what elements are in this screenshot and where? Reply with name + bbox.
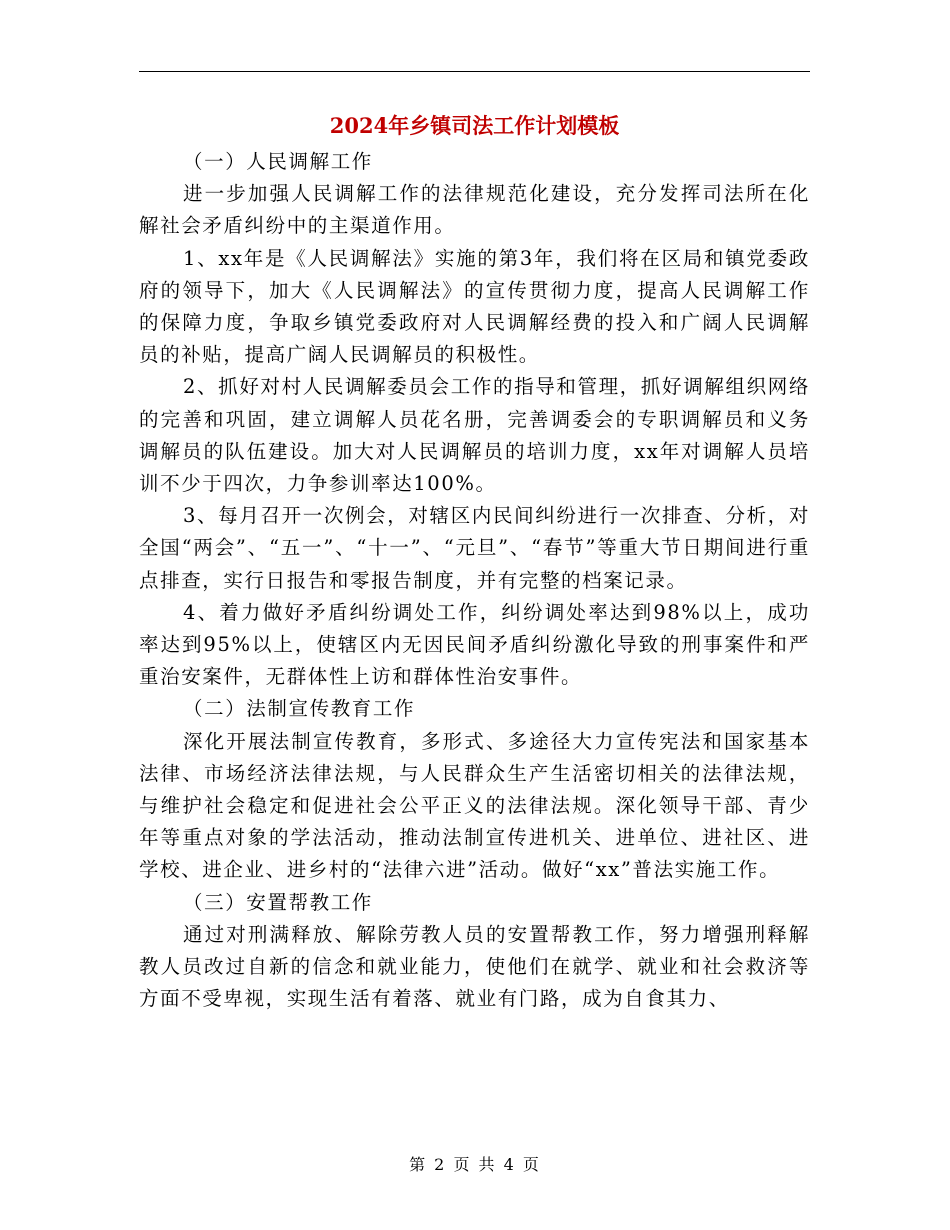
paragraph-item-1: 1、xx年是《人民调解法》实施的第3年，我们将在区局和镇党委政府的领导下，加大《人民调解法》的宣传贯彻力度，提高人民调解工作的保障力度，争取乡镇党委政府对人民调解经费的投入和广阔人民调解员的补贴，提高广阔人民调解员的积极性。 xyxy=(139,246,810,367)
paragraph-item-4: 4、着力做好矛盾纠纷调处工作，纠纷调处率达到98%以上，成功率达到95%以上，使辖区内无因民间矛盾纠纷激化导致的刑事案件和严重治安案件，无群体性上访和群体性治安事件。 xyxy=(139,600,810,689)
paragraph-resettlement: 通过对刑满释放、解除劳教人员的安置帮教工作，努力增强刑释解教人员改过自新的信念和就业能力，使他们在就学、就业和社会救济等方面不受卑视，实现生活有着落、就业有门路，成为自食其力、 xyxy=(139,922,810,1011)
page-number-footer: 第 2 页 共 4 页 xyxy=(409,1155,541,1174)
section-heading-1: （一）人民调解工作 xyxy=(183,150,373,173)
document-body xyxy=(139,146,810,1015)
paragraph-legal-education: 深化开展法制宣传教育，多形式、多途径大力宣传宪法和国家基本法律、市场经济法律法规，与人民群众生产生活密切相关的法律法规，与维护社会稳定和促进社会公平正义的法律法规。深化领导干部、青少年等重点对象的学法活动，推动法制宣传进机关、进单位、进社区、进学校、进企业、进乡村的“法律六进”活动。做好“xx”普法实施工作。 xyxy=(139,729,810,882)
document-title: 2024年乡镇司法工作计划模板 xyxy=(329,113,620,138)
paragraph-item-2: 2、抓好对村人民调解委员会工作的指导和管理，抓好调解组织网络的完善和巩固，建立调解人员花名册，完善调委会的专职调解员和义务调解员的队伍建设。加大对人民调解员的培训力度，xx年对调解人员培训不少于四次，力争参训率达100%。 xyxy=(139,375,810,496)
section-heading-3: （三）安置帮教工作 xyxy=(183,890,373,914)
paragraph-item-3: 3、每月召开一次例会，对辖区内民间纠纷进行一次排查、分析，对全国“两会”、“五一”、“十一”、“元旦”、“春节”等重大节日期间进行重点排查，实行日报告和零报告制度，并有完整的档案记录。 xyxy=(139,504,810,592)
section-heading-2: （二）法制宣传教育工作 xyxy=(183,697,416,721)
paragraph-intro: 进一步加强人民调解工作的法律规范化建设，充分发挥司法所在化解社会矛盾纠纷中的主渠道作用。 xyxy=(139,182,810,238)
header-rule xyxy=(139,71,810,72)
